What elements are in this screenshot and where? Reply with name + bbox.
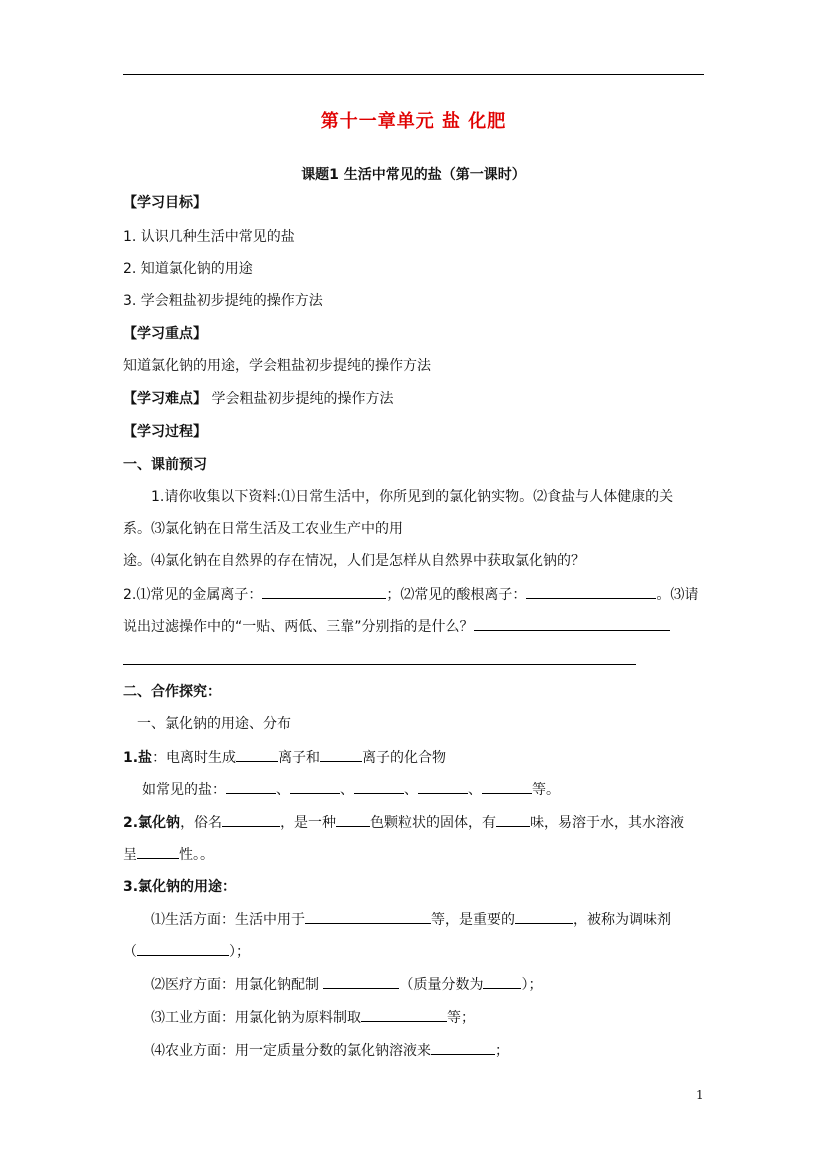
goal-item: 1. 认识几种生活中常见的盐 <box>123 229 295 245</box>
q2-text: 说出过滤操作中的“一贴、两低、三靠”分别指的是什么？ <box>123 619 474 635</box>
difficulty-heading: 【学习难点】 <box>123 391 207 407</box>
life-use-text: ⑴生活方面：生活中用于 <box>151 912 305 928</box>
common-name-blank[interactable] <box>222 813 280 827</box>
preview-q1-line1: 1.请你收集以下资料:⑴日常生活中，你所见到的氯化钠实物。⑵食盐与人体健康的关 <box>151 489 674 505</box>
important-blank[interactable] <box>515 910 573 924</box>
nacl-text: ，是一种 <box>280 815 337 831</box>
anion-blank[interactable] <box>320 748 362 762</box>
filtration-answer-blank[interactable] <box>474 617 670 631</box>
salt-text: 离子和 <box>278 750 321 766</box>
common-salts-end: 等。 <box>532 782 560 798</box>
industrial-product-blank[interactable] <box>361 1008 447 1022</box>
preview-q2-line1 <box>123 585 698 604</box>
goal-item: 2. 知道氯化钠的用途 <box>123 261 253 277</box>
salt-label: 1.盐 <box>123 750 153 766</box>
goal-item: 3. 学会粗盐初步提纯的操作方法 <box>123 293 323 309</box>
nacl-text: 味，易溶于水，其水溶液 <box>530 815 685 831</box>
key-points-heading: 【学习重点】 <box>123 326 207 342</box>
paren-open: （ <box>123 944 137 960</box>
cation-blank[interactable] <box>236 748 278 762</box>
paren-close: ）； <box>229 944 250 960</box>
separator: 、 <box>404 782 418 798</box>
agricultural-use-line <box>151 1041 509 1060</box>
common-salt-blank[interactable] <box>226 780 276 794</box>
header-rule <box>123 74 704 75</box>
life-use-text: ，被称为调味剂 <box>573 912 671 928</box>
separator: 、 <box>468 782 482 798</box>
metal-ions-blank[interactable] <box>262 585 386 599</box>
nacl-text: ，俗名 <box>180 815 223 831</box>
lesson-subtitle: 课题1 生活中常见的盐（第一课时） <box>301 167 526 183</box>
common-salts-line <box>142 780 560 799</box>
nacl-text: 色颗粒状的固体，有 <box>370 815 497 831</box>
acid-radical-ions-blank[interactable] <box>526 585 656 599</box>
life-use-line2 <box>123 942 250 961</box>
medical-use-line <box>151 975 542 994</box>
life-use-text: 等，是重要的 <box>431 912 515 928</box>
page-number: 1 <box>696 1088 704 1102</box>
explore-heading: 二、合作探究： <box>123 684 221 700</box>
q2-text: ；⑵常见的酸根离子： <box>386 587 527 603</box>
salt-text: ：电离时生成 <box>152 750 237 766</box>
common-salt-blank[interactable] <box>290 780 340 794</box>
solution-blank[interactable] <box>323 975 399 989</box>
common-salt-blank[interactable] <box>418 780 468 794</box>
nacl-text: 呈 <box>123 847 137 863</box>
separator: 、 <box>276 782 290 798</box>
medical-use-text: （质量分数为 <box>399 977 484 993</box>
life-use-line1 <box>151 910 671 929</box>
explore-subheading: 一、氯化钠的用途、分布 <box>137 716 291 732</box>
nacl-label: 2.氯化钠 <box>123 815 181 831</box>
agricultural-use-blank[interactable] <box>431 1041 495 1055</box>
agricultural-use-text: ⑷农业方面：用一定质量分数的氯化钠溶液来 <box>151 1043 431 1059</box>
filtration-answer-line[interactable] <box>123 664 636 665</box>
q2-text: 2.⑴常见的金属离子： <box>123 587 263 603</box>
nacl-description-line2 <box>123 845 214 864</box>
mass-fraction-blank[interactable] <box>483 975 521 989</box>
agricultural-use-text: ； <box>495 1043 509 1059</box>
preview-q1-line2: 系。⑶氯化钠在日常生活及工农业生产中的用 <box>123 521 403 537</box>
difficulty-line <box>123 390 393 408</box>
salt-text: 离子的化合物 <box>362 750 447 766</box>
preview-q1-line3: 途。⑷氯化钠在自然界的存在情况，人们是怎样从自然界中获取氯化钠的？ <box>123 553 585 569</box>
goals-heading: 【学习目标】 <box>123 195 207 211</box>
industrial-use-text: 等； <box>447 1010 475 1026</box>
taste-blank[interactable] <box>496 813 530 827</box>
condiment-blank[interactable] <box>137 942 229 956</box>
industrial-use-text: ⑶工业方面：用氯化钠为原料制取 <box>151 1010 361 1026</box>
preview-heading: 一、课前预习 <box>123 457 207 473</box>
common-salt-blank[interactable] <box>482 780 532 794</box>
nacl-text: 性。。 <box>179 847 214 863</box>
salt-definition <box>123 748 446 767</box>
industrial-use-line <box>151 1008 475 1027</box>
uses-heading: 3.氯化钠的用途： <box>123 879 237 895</box>
nacl-description-line1 <box>123 813 684 832</box>
preview-q2-line2 <box>123 617 670 636</box>
q2-text: 。⑶请 <box>656 587 699 603</box>
life-use-blank[interactable] <box>305 910 431 924</box>
separator: 、 <box>340 782 354 798</box>
medical-use-text: ⑵医疗方面：用氯化钠配制 <box>151 977 324 993</box>
common-salts-text: 如常见的盐： <box>142 782 226 798</box>
medical-use-text: ）； <box>521 977 543 993</box>
page-title: 第十一章单元 盐 化肥 <box>320 111 507 132</box>
difficulty-text: 学会粗盐初步提纯的操作方法 <box>207 391 394 407</box>
common-salt-blank[interactable] <box>354 780 404 794</box>
color-blank[interactable] <box>336 813 370 827</box>
acidity-blank[interactable] <box>137 845 179 859</box>
process-heading: 【学习过程】 <box>123 424 207 440</box>
key-points-text: 知道氯化钠的用途，学会粗盐初步提纯的操作方法 <box>123 358 431 374</box>
